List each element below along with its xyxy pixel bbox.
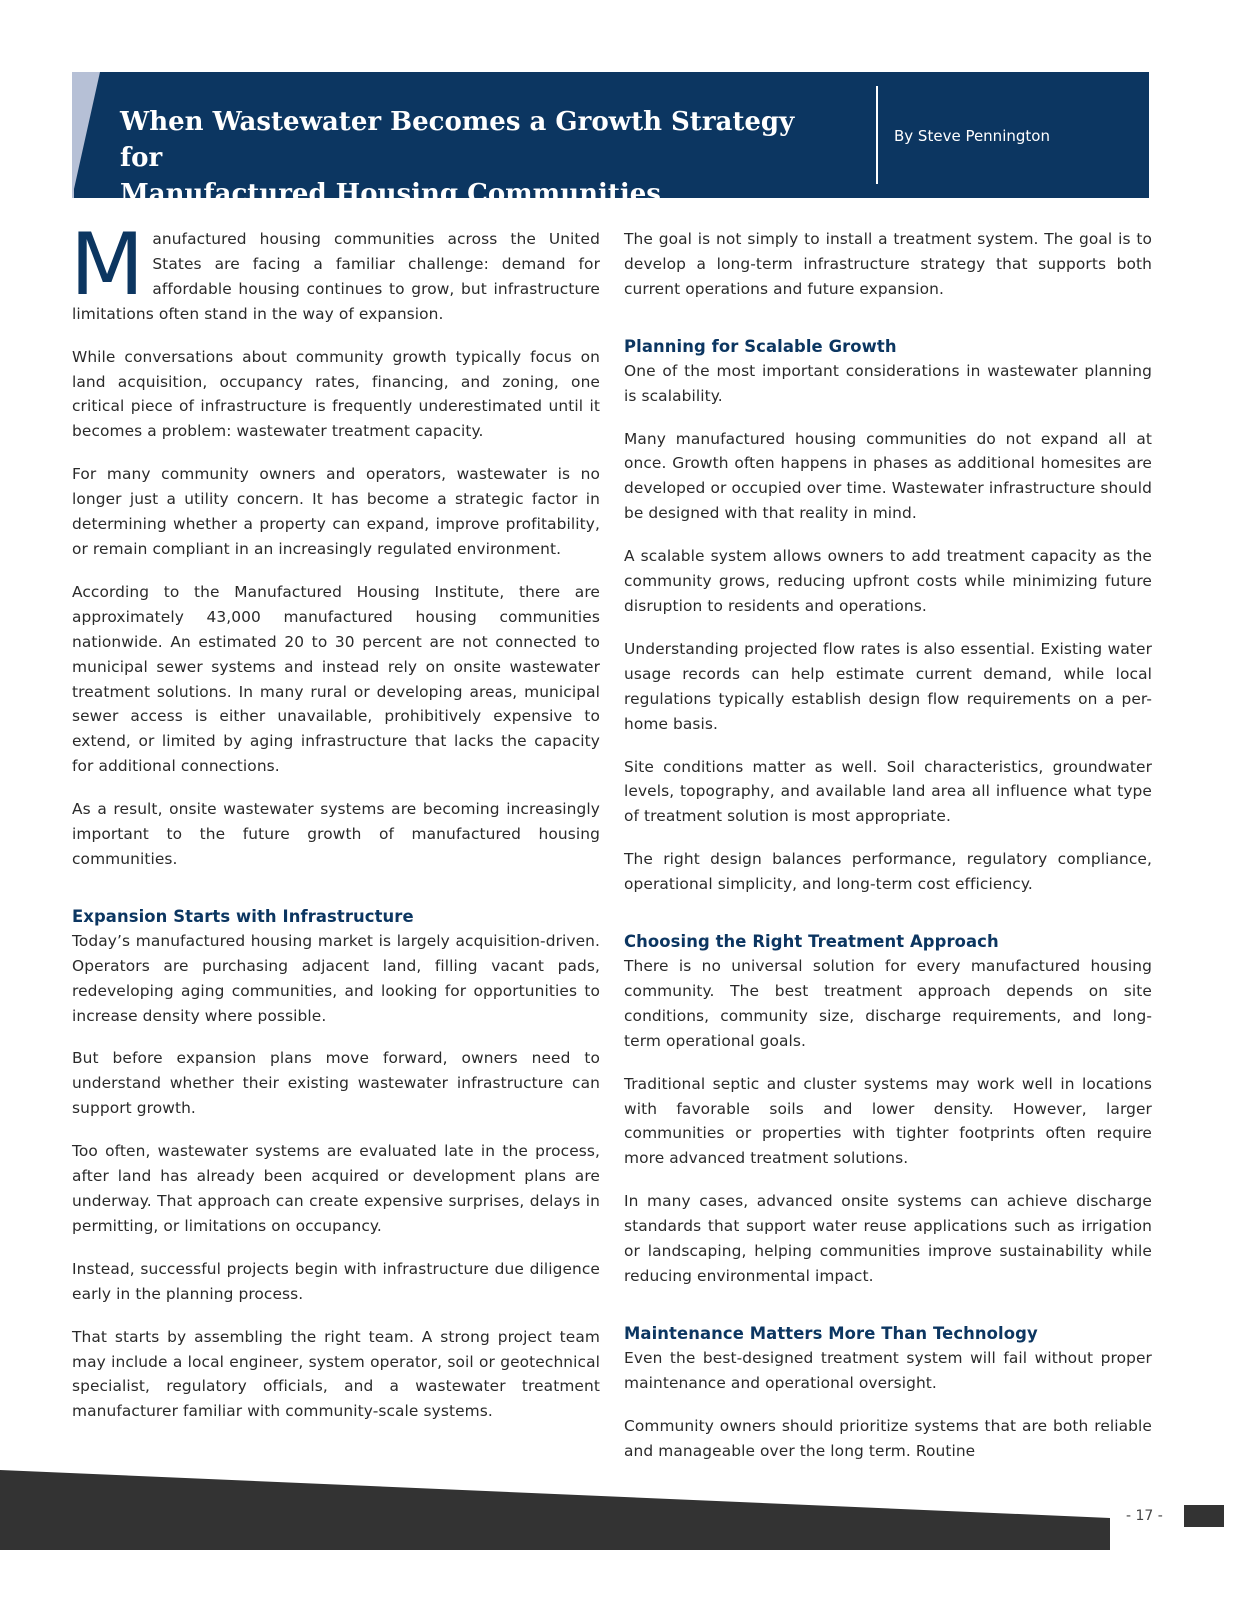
paragraph: Many manufactured housing communities do not expand all at once. Growth often happens in phases as additional homesites are developed or occupied over time. Wastewater infrastructure should be designed with that reality in mind. xyxy=(624,429,1152,523)
page-number: - 17 - xyxy=(1126,1508,1163,1524)
paragraph: As a result, onsite wastewater systems are becoming increasingly important to the future growth of manufactured housing communities. xyxy=(72,800,600,868)
paragraph: In many cases, advanced onsite systems can achieve discharge standards that support water reuse applications such as irrigation or landscaping, helping communities improve sustainability while reducing environmental impact. xyxy=(624,1192,1152,1285)
article-title-line-2: Manufactured Housing Communities xyxy=(120,179,661,209)
article-title-line-1: When Wastewater Becomes a Growth Strategy for xyxy=(120,107,795,173)
header-divider xyxy=(876,86,878,184)
byline: By Steve Pennington xyxy=(894,127,1050,145)
paragraph: Today’s manufactured housing market is largely acquisition-driven. Operators are purchasing adjacent land, filling vacant pads, redeveloping aging communities, and looking for opportunities to increase density where possible. xyxy=(72,931,600,1025)
footer-band xyxy=(0,1470,1110,1550)
footer-tab xyxy=(1184,1505,1224,1527)
paragraph: That starts by assembling the right team. A strong project team may include a local engineer, system operator, soil or geotechnical specialist, regulatory officials, and a wastewater treatment manufacturer familiar with community-scale systems. xyxy=(72,1327,600,1421)
paragraph: While conversations about community growth typically focus on land acquisition, occupancy rates, financing, and zoning, one critical piece of infrastructure is frequently underestimated until it becomes a problem: wastewater treatment capacity. xyxy=(72,347,600,441)
drop-cap: M xyxy=(70,215,145,315)
paragraph: Even the best-designed treatment system will fail without proper maintenance and operational oversight. xyxy=(624,1348,1152,1392)
left-column xyxy=(70,215,600,1442)
section-heading-maintenance: Maintenance Matters More Than Technology xyxy=(624,1323,1038,1343)
header-accent-stripe xyxy=(72,72,100,198)
section-heading-planning: Planning for Scalable Growth xyxy=(624,336,897,356)
paragraph: According to the Manufactured Housing Institute, there are approximately 43,000 manufactured housing communities nationwide. An estimated 20 to 30 percent are not connected to municipal sewer systems and instead rely on onsite wastewater treatment solutions. In many rural or developing areas, municipal sewer access is either unavailable, prohibitively expensive to extend, or limited by aging infrastructure that lacks the capacity for additional connections. xyxy=(72,582,600,776)
intro-text: anufactured housing communities across the United States are facing a familiar challenge: demand for affordable housing continues to grow, but infrastructure limitations often stand in the way of expansion. xyxy=(72,230,600,323)
paragraph: Too often, wastewater systems are evaluated late in the process, after land has already been acquired or development plans are underway. That approach can create expensive surprises, delays in permitting, or limitations on occupancy. xyxy=(72,1142,600,1235)
paragraph: There is no universal solution for every manufactured housing community. The best treatment approach depends on site conditions, community size, discharge requirements, and long-term operational goals. xyxy=(624,957,1152,1050)
section-heading-expansion: Expansion Starts with Infrastructure xyxy=(72,906,414,926)
paragraph: A scalable system allows owners to add treatment capacity as the community grows, reducing upfront costs while minimizing future disruption to residents and operations. xyxy=(624,547,1152,615)
article-title xyxy=(120,104,840,212)
paragraph: Site conditions matter as well. Soil characteristics, groundwater levels, topography, and available land area all influence what type of treatment solution is most appropriate. xyxy=(624,757,1152,826)
paragraph: Community owners should prioritize systems that are both reliable and manageable over the long term. Routine xyxy=(624,1416,1152,1460)
paragraph: But before expansion plans move forward, owners need to understand whether their existing wastewater infrastructure can support growth. xyxy=(72,1049,600,1118)
paragraph: The goal is not simply to install a treatment system. The goal is to develop a long-term infrastructure strategy that supports both current operations and future expansion. xyxy=(624,230,1152,298)
paragraph: The right design balances performance, regulatory compliance, operational simplicity, and long-term cost efficiency. xyxy=(624,850,1152,894)
intro-paragraph xyxy=(70,215,600,327)
paragraph: Understanding projected flow rates is also essential. Existing water usage records can help estimate current demand, while local regulations typically establish design flow requirements on a per-home basis. xyxy=(624,639,1152,733)
paragraph: For many community owners and operators, wastewater is no longer just a utility concern. It has become a strategic factor in determining whether a property can expand, improve profitability, or remain compliant in an increasingly regulated environment. xyxy=(72,465,600,558)
right-column xyxy=(624,227,1152,1482)
paragraph: Instead, successful projects begin with infrastructure due diligence early in the planning process. xyxy=(72,1259,600,1303)
paragraph: One of the most important considerations in wastewater planning is scalability. xyxy=(624,361,1152,405)
paragraph: Traditional septic and cluster systems may work well in locations with favorable soils and lower density. However, larger communities or properties with tighter footprints often require more advanced treatment solutions. xyxy=(624,1074,1152,1168)
header-accent-edge xyxy=(72,72,74,198)
section-heading-choosing: Choosing the Right Treatment Approach xyxy=(624,932,999,952)
